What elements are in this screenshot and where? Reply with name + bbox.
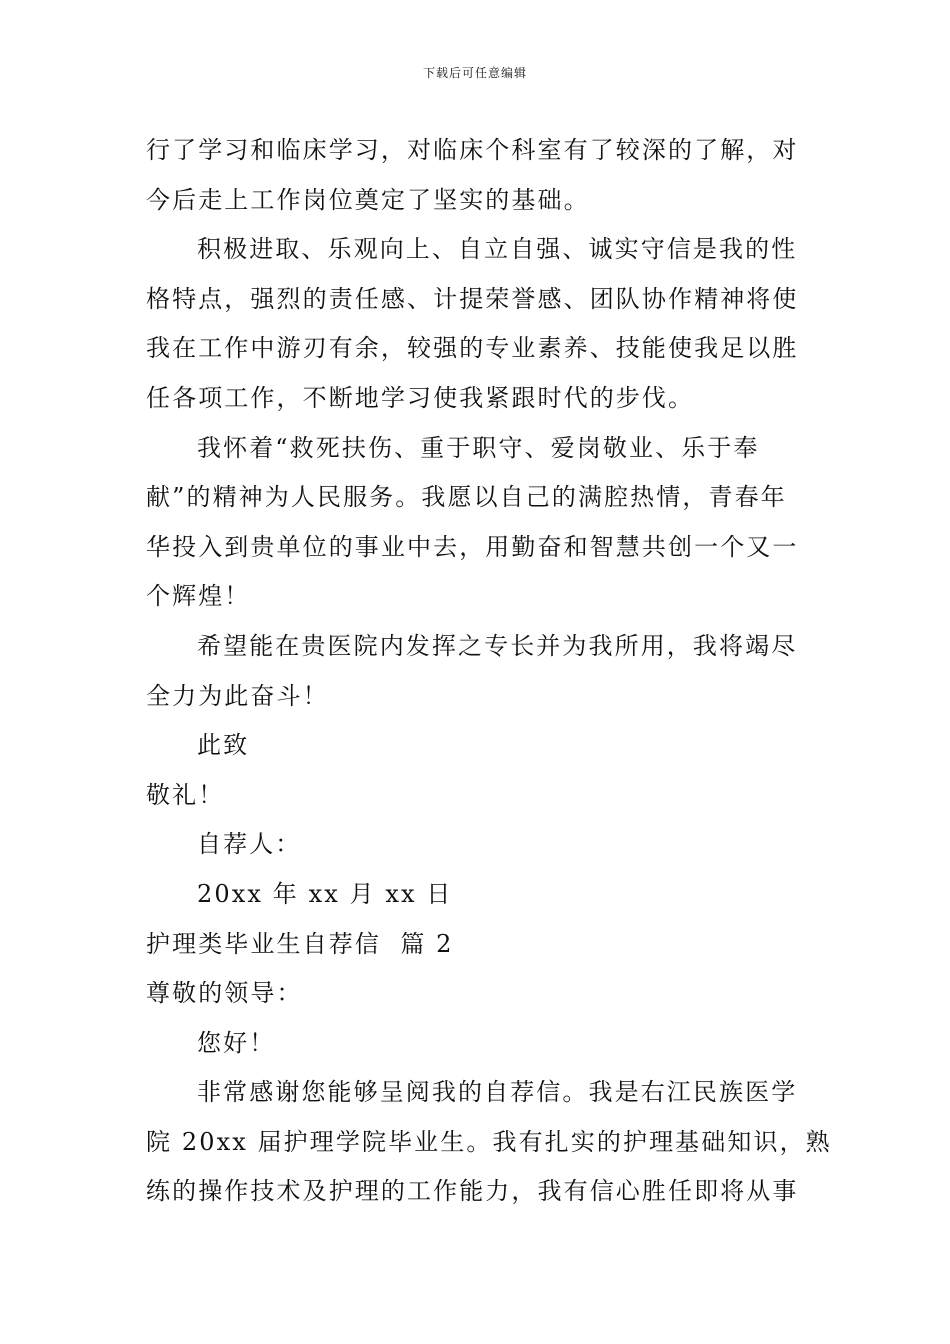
document-body xyxy=(146,126,832,1217)
text-line: 练的操作技术及护理的工作能力，我有信心胜任即将从事 xyxy=(146,1177,799,1206)
salutation-closing: 敬礼！ xyxy=(146,780,225,809)
text-line: 个辉煌！ xyxy=(146,582,251,611)
paragraph-start-line: 希望能在贵医院内发挥之专长并为我所用，我将竭尽 xyxy=(197,631,798,660)
greeting: 您好！ xyxy=(197,1028,276,1057)
paragraph-start-line: 非常感谢您能够呈阅我的自荐信。我是右江民族医学 xyxy=(197,1078,798,1107)
text-line: 华投入到贵单位的事业中去，用勤奋和智慧共创一个又一 xyxy=(146,532,799,561)
closing-phrase: 此致 xyxy=(197,731,250,760)
page-header-note: 下载后可任意编辑 xyxy=(422,66,527,80)
date-line: 20xx 年 xx 月 xx 日 xyxy=(197,879,453,908)
text-line: 任各项工作，不断地学习使我紧跟时代的步伐。 xyxy=(146,383,695,412)
greeting-recipient: 尊敬的领导： xyxy=(146,979,303,1008)
text-line: 今后走上工作岗位奠定了坚实的基础。 xyxy=(146,185,590,214)
paragraph-start-line: 我怀着“救死扶伤、重于职守、爱岗敬业、乐于奉 xyxy=(197,433,760,462)
paragraph-start-line: 积极进取、乐观向上、自立自强、诚实守信是我的性 xyxy=(197,235,798,264)
text-line: 行了学习和临床学习，对临床个科室有了较深的了解，对 xyxy=(146,136,799,164)
text-line: 全力为此奋斗！ xyxy=(146,681,329,710)
text-line: 献”的精神为人民服务。我愿以自己的满腔热情，青春年 xyxy=(146,483,787,512)
text-line: 院 20xx 届护理学院毕业生。我有扎实的护理基础知识，熟 xyxy=(146,1127,832,1156)
signature-label: 自荐人： xyxy=(197,830,302,859)
section-title: 护理类毕业生自荐信 篇 2 xyxy=(146,929,454,958)
text-line: 格特点，强烈的责任感、计提荣誉感、团队协作精神将使 xyxy=(146,284,799,313)
text-line: 我在工作中游刃有余，较强的专业素养、技能使我足以胜 xyxy=(146,334,799,363)
